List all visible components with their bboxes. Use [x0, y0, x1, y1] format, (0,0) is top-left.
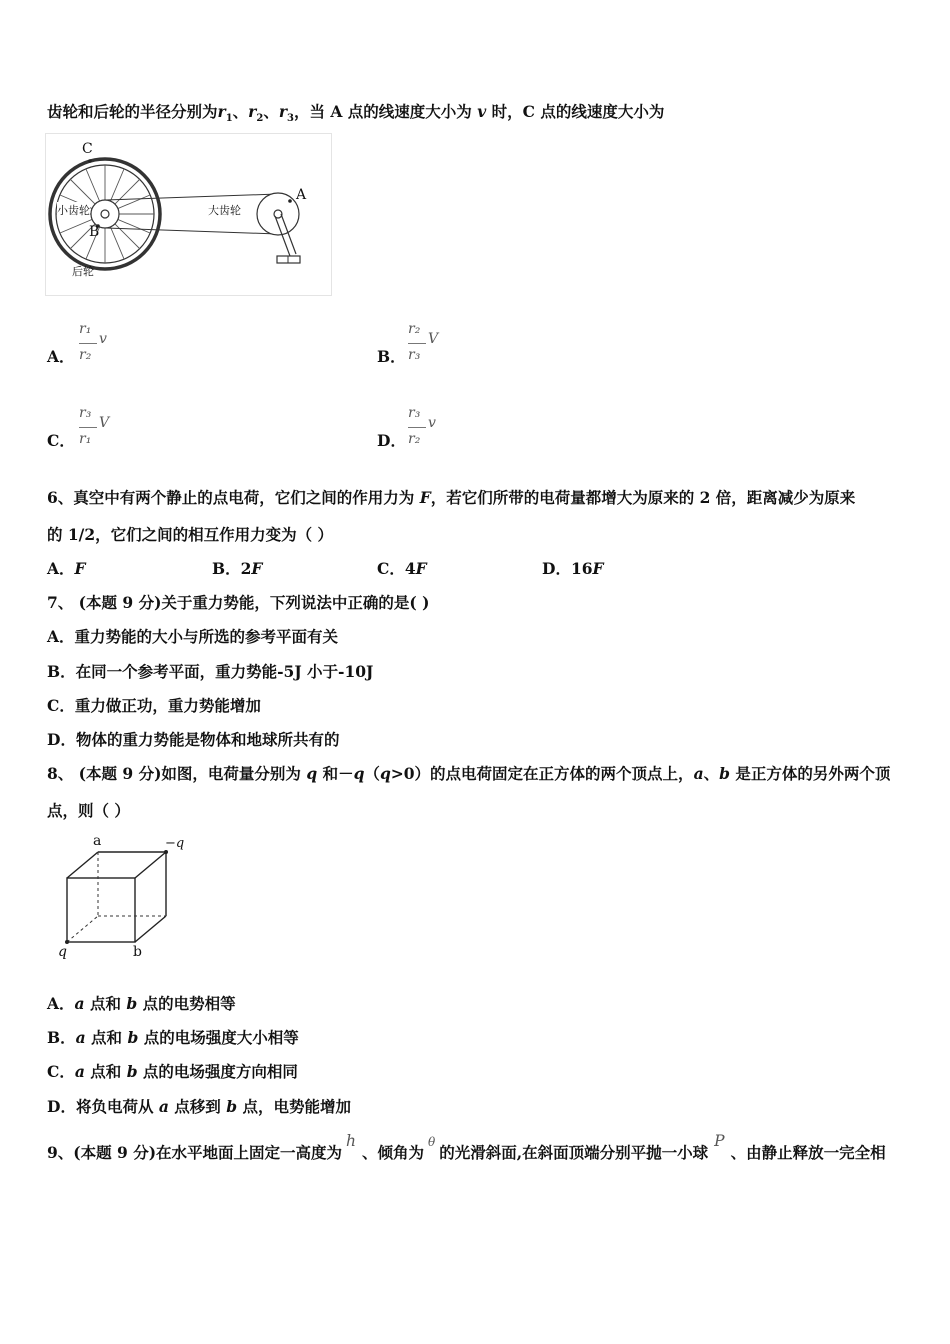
a-symbol: a — [74, 1062, 85, 1081]
intro-mid2: 时，C 点的线速度大小为 — [486, 102, 665, 121]
r2-symbol: r — [248, 102, 257, 121]
fraction-denominator: r₂ — [79, 347, 92, 363]
option-mid: 点和 — [84, 994, 127, 1013]
q6-option-c[interactable] — [377, 559, 427, 579]
r1-sub: 1 — [225, 113, 233, 125]
fraction-numerator: r₃ — [79, 405, 92, 421]
q8-line1-pre: 8、 (本题 9 分)如图，电荷量分别为 — [47, 764, 307, 783]
a-symbol: a — [75, 1028, 86, 1047]
intro-pre: 齿轮和后轮的半径分别为 — [47, 102, 218, 121]
q8-cond-post: >0）的点电荷固定在正方体的两个顶点上， — [390, 764, 694, 783]
q8-option-d[interactable] — [47, 1097, 351, 1117]
q6-option-b[interactable] — [212, 559, 262, 579]
label-big-gear: 大齿轮 — [208, 204, 241, 217]
r3-symbol: r — [278, 102, 287, 121]
q8-stem-line2: 点，则（ ） — [47, 801, 130, 820]
h-symbol: h — [346, 1132, 357, 1150]
q-symbol: q — [379, 764, 391, 783]
q9-mid2: 的光滑斜面,在斜面顶端分别平抛一小球 — [439, 1143, 709, 1162]
fraction-variable: v — [99, 331, 107, 347]
option-label: A． — [47, 994, 75, 1013]
option-post: 点，电势能增加 — [237, 1097, 351, 1116]
fraction-denominator: r₂ — [408, 431, 421, 447]
fraction-variable: V — [99, 415, 110, 431]
q8-option-c[interactable] — [47, 1062, 298, 1082]
intro-line — [47, 102, 664, 129]
q6-stem-line1 — [47, 488, 855, 508]
b-symbol: b — [226, 1097, 238, 1116]
option-label: B． — [212, 559, 241, 578]
option-label: A． — [47, 559, 75, 578]
q6-option-a[interactable] — [47, 559, 86, 579]
label-rear-wheel: 后轮 — [72, 265, 94, 278]
option-coef: 16 — [570, 559, 593, 578]
b-symbol: b — [126, 994, 138, 1013]
label-small-gear: 小齿轮 — [57, 204, 90, 217]
q5-option-d-label[interactable]: D． — [377, 431, 406, 450]
option-pre: 将负电荷从 — [75, 1097, 159, 1116]
q5-option-b-label[interactable]: B． — [377, 347, 406, 366]
sep1: 、 — [232, 102, 249, 121]
fraction-variable: V — [428, 331, 439, 347]
fraction-bar — [79, 427, 97, 428]
option-mid: 点移到 — [168, 1097, 227, 1116]
label-c: C — [82, 141, 93, 157]
fraction-numerator: r₃ — [408, 405, 421, 421]
q8-line1-post: 是正方体的另外两个顶 — [729, 764, 891, 783]
fraction-bar — [79, 343, 97, 344]
option-coef: 2 — [240, 559, 252, 578]
q5-option-c-label[interactable]: C． — [47, 431, 75, 450]
r3-sub: 3 — [287, 113, 294, 125]
a-symbol: a — [158, 1097, 169, 1116]
q8-stem-line1 — [47, 764, 890, 784]
cube-diagram — [55, 838, 195, 966]
fraction-variable: v — [428, 415, 436, 431]
q8-sep: 、 — [703, 764, 720, 783]
option-var: F — [592, 559, 604, 578]
option-var: F — [415, 559, 427, 578]
q7-option-b[interactable]: B．在同一个参考平面，重力势能-5J 小于-10J — [47, 662, 374, 681]
cube-label-a: a — [93, 833, 102, 849]
q7-option-a[interactable]: A．重力势能的大小与所选的参考平面有关 — [47, 627, 339, 646]
q7-option-c[interactable]: C．重力做正功，重力势能增加 — [47, 696, 261, 715]
option-label: C． — [47, 1062, 75, 1081]
P-symbol: P — [714, 1132, 725, 1150]
option-label: D． — [47, 1097, 76, 1116]
sep2: 、 — [263, 102, 279, 121]
q-symbol: q — [306, 764, 318, 783]
a-symbol: a — [693, 764, 704, 783]
q-symbol: q — [353, 764, 365, 783]
bicycle-figure — [45, 133, 332, 296]
fraction-numerator: r₁ — [79, 321, 92, 337]
cube-label-b: b — [133, 944, 142, 960]
b-symbol: b — [719, 764, 730, 783]
cube-label-neg-q: −q — [165, 836, 185, 851]
q9-stem — [47, 1132, 886, 1164]
q9-mid1: 、倾角为 — [362, 1143, 425, 1162]
option-label: C． — [377, 559, 405, 578]
cube-figure — [55, 833, 195, 966]
q6-line1-post: ，若它们所带的电荷量都增大为原来的 2 倍，距离减少为原来 — [430, 488, 856, 507]
fraction-denominator: r₁ — [79, 431, 92, 447]
a-symbol: a — [74, 994, 85, 1013]
fraction-bar — [408, 343, 426, 344]
option-post: 点的电场强度方向相同 — [137, 1062, 298, 1081]
fraction-bar — [408, 427, 426, 428]
cube-label-q: q — [58, 944, 67, 960]
r1-symbol: r — [217, 102, 226, 121]
q8-option-b[interactable] — [47, 1028, 299, 1048]
theta-symbol: θ — [428, 1135, 436, 1149]
option-coef: 4 — [404, 559, 416, 578]
q7-option-d[interactable]: D．物体的重力势能是物体和地球所共有的 — [47, 730, 340, 749]
q8-cond-pre: （ — [364, 764, 380, 783]
q6-option-d[interactable] — [542, 559, 604, 579]
label-a: A — [296, 187, 307, 203]
b-symbol: b — [127, 1028, 139, 1047]
intro-mid1: ，当 A 点的线速度大小为 — [293, 102, 478, 121]
v-symbol: v — [477, 102, 487, 121]
q8-option-a[interactable] — [47, 994, 236, 1014]
option-var: F — [251, 559, 263, 578]
r2-sub: 2 — [256, 113, 264, 125]
q6-line1-pre: 6、真空中有两个静止的点电荷，它们之间的作用力为 — [47, 488, 420, 507]
fraction-numerator: r₂ — [408, 321, 421, 337]
q9-post: 、由静止释放一完全相 — [730, 1143, 886, 1162]
fraction-denominator: r₃ — [408, 347, 421, 363]
option-label: D． — [542, 559, 571, 578]
q5-option-a-label[interactable]: A． — [47, 347, 75, 366]
option-var: F — [74, 559, 86, 578]
option-label: B． — [47, 1028, 76, 1047]
q6-stem-line2: 的 1/2，它们之间的相互作用力变为（ ） — [47, 525, 334, 544]
option-post: 点的电势相等 — [137, 994, 236, 1013]
b-symbol: b — [126, 1062, 138, 1081]
q8-line1-and: 和－ — [317, 764, 354, 783]
q7-stem: 7、 (本题 9 分)关于重力势能，下列说法中正确的是( ) — [47, 593, 430, 612]
q6-F-symbol: F — [419, 488, 431, 507]
option-mid: 点和 — [85, 1028, 128, 1047]
option-post: 点的电场强度大小相等 — [138, 1028, 299, 1047]
q9-pre: 9、(本题 9 分)在水平地面上固定一高度为 — [47, 1143, 343, 1162]
option-mid: 点和 — [84, 1062, 127, 1081]
label-b: B — [89, 224, 100, 240]
